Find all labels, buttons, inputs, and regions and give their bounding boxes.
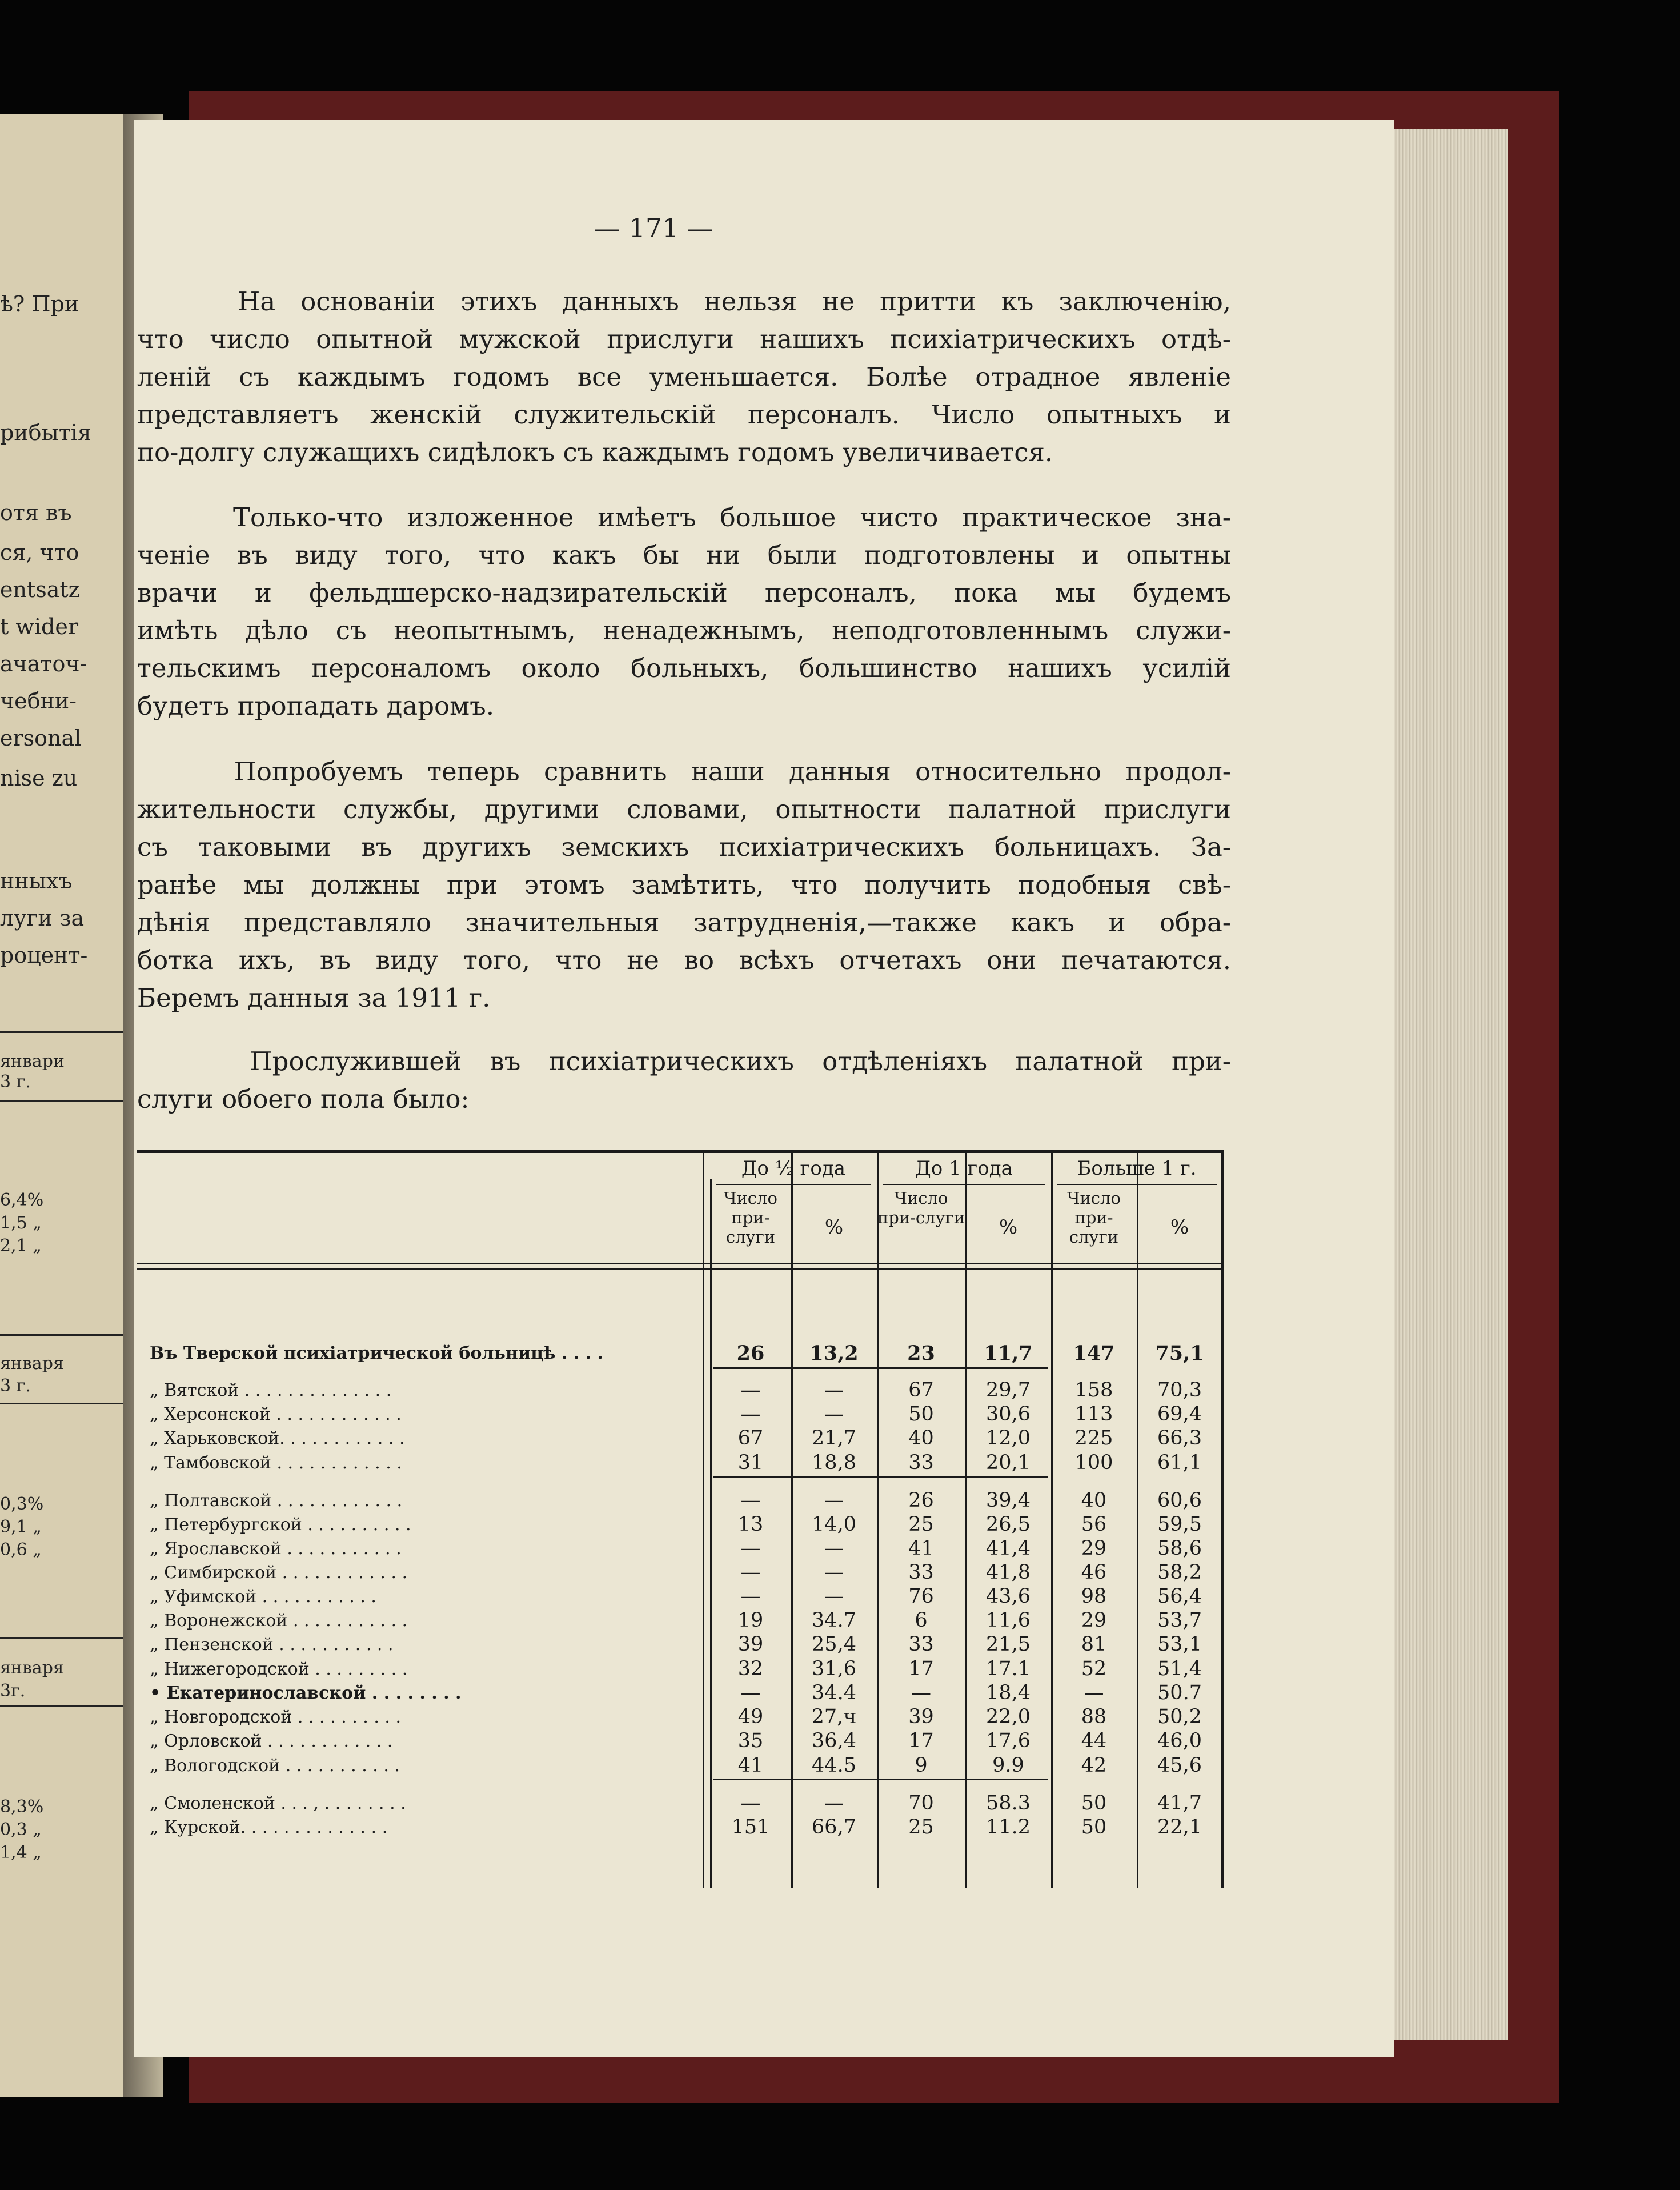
table-cell: 21,5	[986, 1633, 1031, 1656]
table-cell: 34.4	[812, 1681, 856, 1704]
table-group-rule	[1057, 1184, 1217, 1185]
table-cell: 33	[908, 1633, 934, 1656]
table-cell: 50.7	[1157, 1681, 1202, 1704]
table-cell: 35	[737, 1729, 764, 1752]
table-cell: 58,6	[1157, 1537, 1202, 1560]
table-cell: —	[740, 1403, 761, 1426]
table-sub-header: %	[999, 1216, 1018, 1239]
table-cell: 39	[908, 1705, 934, 1728]
left-page-table-text: января	[0, 1658, 64, 1678]
table-cell: 50,2	[1157, 1705, 1202, 1728]
text-line: по-долгу служащихъ сидѣлокъ съ каждымъ годомъ увеличивается.	[137, 437, 1053, 467]
left-table-rule	[0, 1637, 140, 1639]
left-page-table-text: январи	[0, 1051, 65, 1071]
table-group-header: Больше 1 г.	[1077, 1157, 1197, 1180]
left-page-table-text: 6,4%	[0, 1190, 44, 1210]
table-cell: 61,1	[1157, 1451, 1202, 1474]
table-cell: 25	[908, 1816, 934, 1839]
table-cell: 113	[1074, 1403, 1113, 1426]
table-cell: 20,1	[986, 1451, 1031, 1474]
table-cell: 50	[1081, 1792, 1107, 1815]
left-page-table-text: 8,3%	[0, 1797, 44, 1817]
table-sub-header: Число при-слуги	[877, 1188, 965, 1227]
table-row-label: • Екатеринославской . . . . . . . .	[150, 1683, 462, 1703]
table-cell: 66,3	[1157, 1427, 1202, 1450]
table-cell: —	[824, 1403, 844, 1426]
text-line: врачи и фельдшерско-надзирательскій персоналъ, пока мы будемъ	[137, 578, 1231, 608]
table-row-label: „ Вятской . . . . . . . . . . . . . .	[150, 1380, 392, 1400]
table-cell: 70,3	[1157, 1379, 1202, 1402]
text-line: леній съ каждымъ годомъ все уменьшается. Болѣе отрадное явленіе	[137, 362, 1231, 392]
table-cell: 70	[908, 1792, 934, 1815]
table-cell: 21,7	[812, 1427, 856, 1450]
left-page-line: чебни-	[0, 688, 77, 714]
table-row-label: „ Херсонской . . . . . . . . . . . .	[150, 1404, 402, 1424]
table-cell: —	[1084, 1681, 1104, 1704]
table-row-label: „ Пензенской . . . . . . . . . . .	[150, 1635, 394, 1655]
left-page	[0, 114, 143, 2097]
table-row-label: Въ Тверской психіатрической больницѣ . . . .	[150, 1343, 603, 1363]
text-line: ботка ихъ, въ виду того, что не во всѣхъ отчетахъ они печатаются.	[137, 945, 1231, 975]
table-cell: —	[824, 1585, 844, 1608]
table-cell: 53,7	[1157, 1609, 1202, 1632]
left-table-rule	[0, 1403, 140, 1404]
left-page-table-text: января	[0, 1354, 64, 1374]
left-page-line: ѣ? При	[0, 291, 79, 317]
table-cell: 50	[1081, 1816, 1107, 1839]
left-page-table-text: 3 г.	[0, 1376, 31, 1396]
table-cell: 29	[1081, 1537, 1107, 1560]
table-cell: 58,2	[1157, 1561, 1202, 1584]
table-column-rule	[703, 1150, 704, 1888]
table-cell: 33	[908, 1451, 934, 1474]
left-page-line: ersonal	[0, 726, 82, 751]
table-cell: 59,5	[1157, 1513, 1202, 1536]
table-cell: 36,4	[812, 1729, 856, 1752]
table-cell: 40	[908, 1427, 934, 1450]
table-cell: 46,0	[1157, 1729, 1202, 1752]
table-cell: 53,1	[1157, 1633, 1202, 1656]
table-cell: —	[740, 1585, 761, 1608]
left-page-line: луги за	[0, 906, 85, 931]
table-cell: 41,4	[986, 1537, 1031, 1560]
text-line: имѣть дѣло съ неопытнымъ, ненадежнымъ, неподготовленнымъ служи-	[137, 615, 1231, 646]
left-page-table-text: 1,5 „	[0, 1213, 42, 1233]
table-cell: 32	[737, 1657, 764, 1680]
table-cell: 11,6	[986, 1609, 1031, 1632]
table-cell: 13	[737, 1513, 764, 1536]
text-line: дѣнія представляло значительныя затрудненія,—также какъ и обра-	[137, 907, 1231, 938]
table-cell: —	[740, 1379, 761, 1402]
left-page-line: entsatz	[0, 577, 80, 602]
text-line: Попробуемъ теперь сравнить наши данныя относительно продол-	[137, 756, 1231, 787]
left-page-table-text: 2,1 „	[0, 1236, 42, 1256]
table-cell: 33	[908, 1561, 934, 1584]
text-line: Прослужившей въ психіатрическихъ отдѣленіяхъ палатной при-	[137, 1046, 1231, 1076]
left-page-line: отя въ	[0, 500, 72, 525]
table-cell: 67	[908, 1379, 934, 1402]
left-page-table-text: 0,3%	[0, 1494, 44, 1514]
table-row-label: „ Ярославской . . . . . . . . . . .	[150, 1539, 402, 1559]
table-row-label: „ Тамбовской . . . . . . . . . . . .	[150, 1453, 402, 1473]
table-row-label: „ Петербургской . . . . . . . . . .	[150, 1515, 411, 1535]
table-cell: 41,7	[1157, 1792, 1202, 1815]
table-cell: 26	[736, 1342, 765, 1365]
table-cell: —	[824, 1561, 844, 1584]
table-cell: 225	[1074, 1427, 1113, 1450]
table-cell: 9.9	[992, 1754, 1024, 1777]
table-cell: 9	[915, 1754, 928, 1777]
table-cell: 17,6	[986, 1729, 1031, 1752]
text-line: Беремъ данныя за 1911 г.	[137, 983, 491, 1013]
table-row-label: „ Полтавской . . . . . . . . . . . .	[150, 1491, 403, 1511]
table-cell: 26	[908, 1489, 934, 1512]
table-cell: 29,7	[986, 1379, 1031, 1402]
table-cell: 44	[1081, 1729, 1107, 1752]
table-row-label: „ Вологодской . . . . . . . . . . .	[150, 1756, 400, 1776]
table-cell: 67	[737, 1427, 764, 1450]
table-row-label: „ Орловской . . . . . . . . . . . .	[150, 1731, 393, 1751]
table-cell: 29	[1081, 1609, 1107, 1632]
table-cell: —	[740, 1489, 761, 1512]
table-group-header: До ½ года	[741, 1157, 846, 1180]
table-sub-header: Число при-слуги	[724, 1188, 777, 1247]
table-cell: 60,6	[1157, 1489, 1202, 1512]
table-cell: 49	[737, 1705, 764, 1728]
paragraph	[137, 1043, 1231, 1118]
table-cell: 44.5	[812, 1754, 856, 1777]
table-cell: —	[740, 1537, 761, 1560]
table-cell: 56	[1081, 1513, 1107, 1536]
table-cell: —	[824, 1489, 844, 1512]
left-page-line: t wider	[0, 614, 79, 639]
table-cell: —	[911, 1681, 931, 1704]
table-cell: 75,1	[1155, 1342, 1204, 1365]
table-cell: 50	[908, 1403, 934, 1426]
table-row-label: „ Курской. . . . . . . . . . . . . .	[150, 1817, 388, 1837]
table-cell: 11.2	[986, 1816, 1031, 1839]
text-line: тельскимъ персоналомъ около больныхъ, большинство нашихъ усилій	[137, 653, 1231, 683]
table-cell: 11,7	[984, 1342, 1033, 1365]
table-sub-header: %	[824, 1216, 844, 1239]
table-cell: 42	[1081, 1754, 1107, 1777]
table-cell: 19	[737, 1609, 764, 1632]
table-cell: 88	[1081, 1705, 1107, 1728]
page-edges	[1382, 129, 1508, 2040]
table-cell: 39	[737, 1633, 764, 1656]
left-page-table-text: 0,3 „	[0, 1820, 42, 1840]
left-table-rule	[0, 1705, 140, 1707]
left-table-rule	[0, 1031, 140, 1033]
text-line: слуги обоего пола было:	[137, 1084, 470, 1114]
table-cell: 22,0	[986, 1705, 1031, 1728]
text-line: съ таковыми въ другихъ земскихъ психіатрическихъ больницахъ. За-	[137, 832, 1231, 862]
table-row-label: „ Симбирской . . . . . . . . . . . .	[150, 1563, 408, 1583]
text-line: что число опытной мужской прислуги нашихъ психіатрическихъ отдѣ-	[137, 324, 1231, 354]
left-page-line: рибытія	[0, 420, 91, 445]
table-cell: 56,4	[1157, 1585, 1202, 1608]
table-cell: 41,8	[986, 1561, 1031, 1584]
page-number: — 171 —	[594, 213, 714, 243]
text-line: жительности службы, другими словами, опытности палатной прислуги	[137, 794, 1231, 824]
table-cell: 98	[1081, 1585, 1107, 1608]
table-cell: 41	[908, 1537, 934, 1560]
table-cell: 25	[908, 1513, 934, 1536]
table-cell: 76	[908, 1585, 934, 1608]
table-cell: —	[824, 1792, 844, 1815]
table-cell: 100	[1074, 1451, 1113, 1474]
table-cell: 66,7	[812, 1816, 856, 1839]
table-group-rule	[716, 1184, 871, 1185]
left-page-line: нныхъ	[0, 868, 73, 894]
table-row-label: „ Нижегородской . . . . . . . . .	[150, 1659, 408, 1679]
table-cell: 26,5	[986, 1513, 1031, 1536]
text-line: ченіе въ виду того, что какъ бы ни были подготовлены и опытны	[137, 540, 1231, 570]
table-row-label: „ Смоленской . . . , . . . . . . . .	[150, 1793, 406, 1813]
text-line: Только-что изложенное имѣетъ большое чисто практическое зна-	[137, 502, 1231, 533]
table-block-rule	[713, 1476, 1048, 1478]
left-table-rule	[0, 1100, 140, 1102]
left-page-table-text: 9,1 „	[0, 1517, 42, 1537]
table-cell: 31	[737, 1451, 764, 1474]
table-cell: 13,2	[809, 1342, 859, 1365]
table-cell: 58.3	[986, 1792, 1031, 1815]
left-page-line: nise zu	[0, 766, 78, 791]
table-cell: 12,0	[986, 1427, 1031, 1450]
table-cell: —	[740, 1792, 761, 1815]
table-cell: 81	[1081, 1633, 1107, 1656]
text-line: На основаніи этихъ данныхъ нельзя не притти къ заключенію,	[137, 286, 1231, 317]
text-line: будетъ пропадать даромъ.	[137, 691, 495, 721]
table-cell: —	[824, 1379, 844, 1402]
table-cell: 46	[1081, 1561, 1107, 1584]
table-cell: 22,1	[1157, 1816, 1202, 1839]
left-page-table-text: 3 г.	[0, 1072, 31, 1092]
paragraph	[137, 753, 1231, 1017]
table-cell: 14,0	[812, 1513, 856, 1536]
table-sub-header: %	[1170, 1216, 1189, 1239]
paragraph	[137, 499, 1231, 725]
table-cell: 43,6	[986, 1585, 1031, 1608]
table-group-header: До 1 года	[915, 1157, 1013, 1180]
left-page-line: ся, что	[0, 540, 79, 565]
left-page-line: роцент-	[0, 943, 88, 968]
table-cell: 23	[907, 1342, 935, 1365]
table-cell: 25,4	[812, 1633, 856, 1656]
table-row-label: „ Уфимской . . . . . . . . . . .	[150, 1587, 376, 1607]
table-header-rule	[137, 1263, 1222, 1264]
table-cell: 45,6	[1157, 1754, 1202, 1777]
table-cell: 18,8	[812, 1451, 856, 1474]
left-page-line: ачаточ-	[0, 651, 87, 676]
table-cell: 39,4	[986, 1489, 1031, 1512]
table-cell: 40	[1081, 1489, 1107, 1512]
table-row-label: „ Харьковской. . . . . . . . . . . .	[150, 1428, 405, 1448]
table-cell: 41	[737, 1754, 764, 1777]
text-line: ранѣе мы должны при этомъ замѣтить, что получить подобныя свѣ-	[137, 870, 1231, 900]
table-sub-header: Число при-слуги	[1067, 1188, 1121, 1247]
left-table-rule	[0, 1334, 140, 1336]
table-block-rule	[713, 1367, 1048, 1369]
table-cell: 158	[1074, 1379, 1113, 1402]
table-row-label: „ Новгородской . . . . . . . . . .	[150, 1707, 402, 1727]
table-cell: 17.1	[986, 1657, 1031, 1680]
table-cell: —	[740, 1681, 761, 1704]
table-top-rule	[137, 1150, 1222, 1153]
table-cell: 34.7	[812, 1609, 856, 1632]
table-cell: 18,4	[986, 1681, 1031, 1704]
table-cell: 51,4	[1157, 1657, 1202, 1680]
table-cell: —	[824, 1537, 844, 1560]
table-cell: 27,ч	[811, 1705, 857, 1728]
table-cell: 151	[731, 1816, 770, 1839]
paragraph	[137, 283, 1231, 471]
table-cell: 69,4	[1157, 1403, 1202, 1426]
table-cell: —	[740, 1561, 761, 1584]
text-line: представляетъ женскій служительскій персоналъ. Число опытныхъ и	[137, 399, 1231, 430]
table-header-rule	[137, 1268, 1222, 1270]
table-row-label: „ Воронежской . . . . . . . . . . .	[150, 1611, 408, 1631]
table-block-rule	[713, 1779, 1048, 1780]
left-page-table-text: 3г.	[0, 1681, 26, 1701]
table-cell: 6	[915, 1609, 928, 1632]
table-cell: 147	[1073, 1342, 1115, 1365]
table-group-rule	[883, 1184, 1045, 1185]
table-cell: 17	[908, 1657, 934, 1680]
left-page-table-text: 1,4 „	[0, 1843, 42, 1863]
left-page-table-text: 0,6 „	[0, 1540, 42, 1560]
table-cell: 17	[908, 1729, 934, 1752]
table-cell: 31,6	[812, 1657, 856, 1680]
table-cell: 30,6	[986, 1403, 1031, 1426]
table-cell: 52	[1081, 1657, 1107, 1680]
